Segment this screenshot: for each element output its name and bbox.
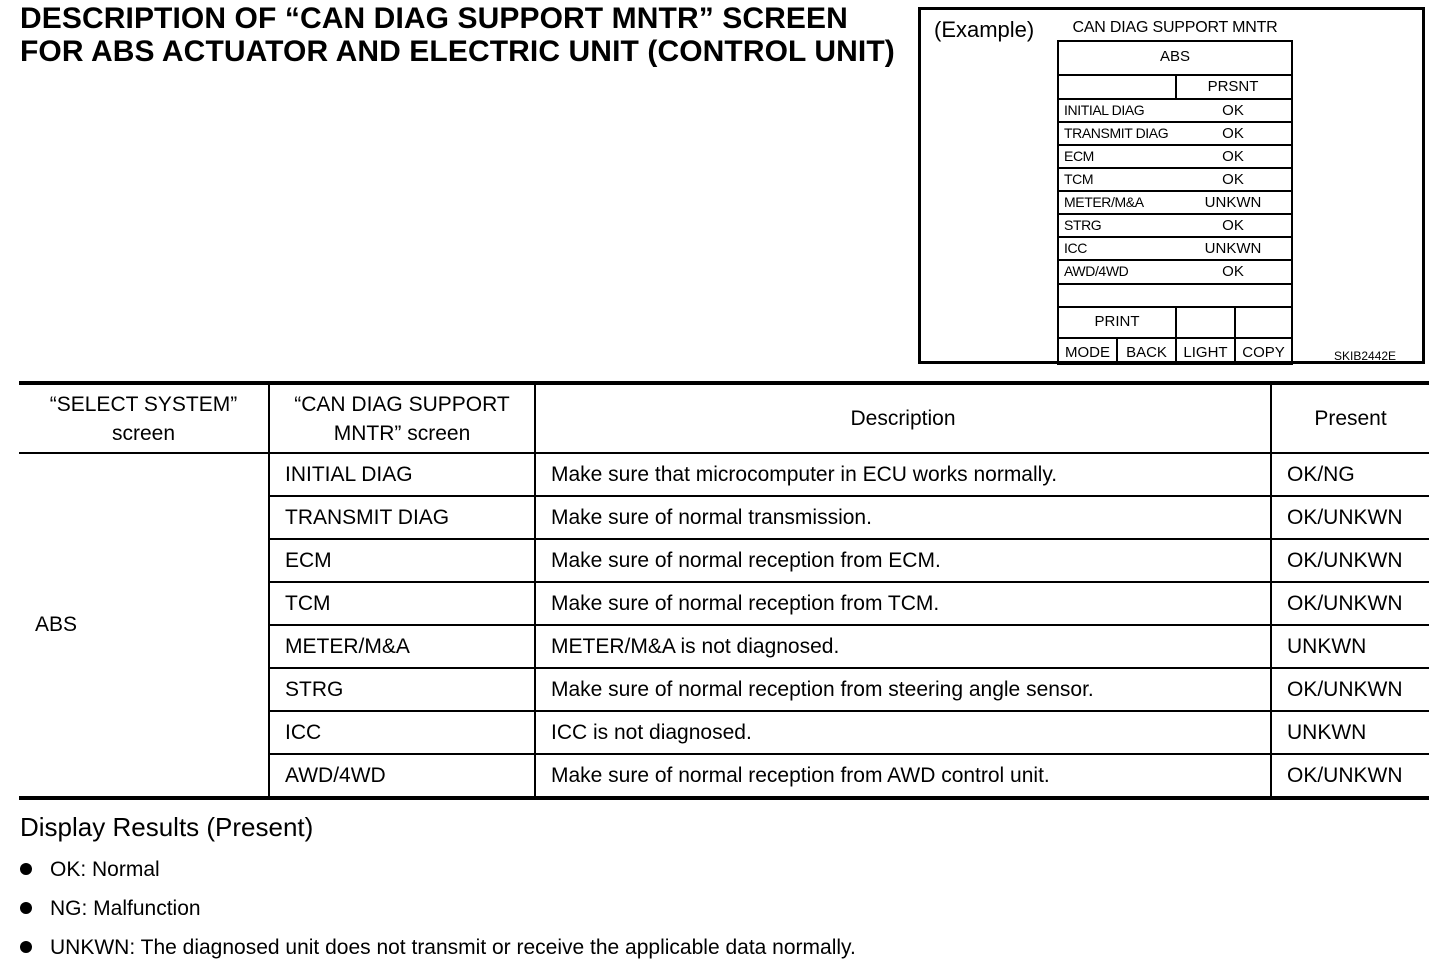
description-cell: ICC is not diagnosed. <box>535 711 1271 754</box>
divider <box>1059 337 1291 339</box>
table-header-row <box>19 383 1429 453</box>
item-cell: AWD/4WD <box>269 754 535 798</box>
copy-button: COPY <box>1242 344 1285 361</box>
example-row <box>1059 122 1291 144</box>
example-row-item: TCM <box>1064 171 1094 187</box>
bullet-icon <box>20 941 32 953</box>
item-cell: ICC <box>269 711 535 754</box>
legend-item <box>20 897 201 921</box>
present-cell: OK/UNKWN <box>1271 754 1429 798</box>
figure-id: SKIB2442E <box>1334 349 1397 363</box>
example-row <box>1059 260 1291 282</box>
screen-title: CAN DIAG SUPPORT MNTR <box>1072 19 1278 36</box>
example-row-item: INITIAL DIAG <box>1064 102 1145 118</box>
description-cell: Make sure of normal reception from AWD control unit. <box>535 754 1271 798</box>
example-row-item: TRANSMIT DIAG <box>1064 125 1169 141</box>
example-row-value: OK <box>1222 102 1244 119</box>
item-cell: STRG <box>269 668 535 711</box>
example-row-value: OK <box>1222 171 1244 188</box>
example-row-value: UNKWN <box>1204 194 1262 211</box>
description-cell: Make sure of normal transmission. <box>535 496 1271 539</box>
print-button: PRINT <box>1094 313 1140 330</box>
divider <box>1059 283 1291 285</box>
example-row <box>1059 214 1291 236</box>
table-row <box>19 453 1429 496</box>
item-cell: INITIAL DIAG <box>269 453 535 496</box>
legend-item <box>20 858 160 882</box>
legend-text: OK: Normal <box>50 858 160 881</box>
light-button: LIGHT <box>1183 344 1228 361</box>
back-button: BACK <box>1126 344 1167 361</box>
legend-text: NG: Malfunction <box>50 897 201 920</box>
present-cell: UNKWN <box>1271 625 1429 668</box>
example-row-item: ECM <box>1064 148 1094 164</box>
present-cell: OK/UNKWN <box>1271 496 1429 539</box>
prsnt-column-header: PRSNT <box>1207 78 1259 95</box>
item-cell: ECM <box>269 539 535 582</box>
present-cell: UNKWN <box>1271 711 1429 754</box>
header-description: Description <box>535 383 1271 453</box>
example-row <box>1059 145 1291 167</box>
header-present: Present <box>1271 383 1429 453</box>
bullet-icon <box>20 863 32 875</box>
example-row-value: OK <box>1222 217 1244 234</box>
description-cell: Make sure of normal reception from ECM. <box>535 539 1271 582</box>
header-select-system: “SELECT SYSTEM” screen <box>19 383 269 453</box>
example-label: (Example) <box>934 17 1035 42</box>
description-cell: METER/M&A is not diagnosed. <box>535 625 1271 668</box>
can-diag-table <box>19 381 1429 800</box>
results-title: Display Results (Present) <box>20 812 314 842</box>
example-row-value: OK <box>1222 263 1244 280</box>
example-row-item: STRG <box>1064 217 1102 233</box>
example-row <box>1059 168 1291 190</box>
item-cell: TCM <box>269 582 535 625</box>
header-can-diag-screen: “CAN DIAG SUPPORT MNTR” screen <box>269 383 535 453</box>
example-row-value: OK <box>1222 148 1244 165</box>
present-cell: OK/UNKWN <box>1271 668 1429 711</box>
example-screen-figure <box>918 7 1425 364</box>
example-row-value: UNKWN <box>1204 240 1262 257</box>
description-cell: Make sure that microcomputer in ECU works normally. <box>535 453 1271 496</box>
example-row-item: METER/M&A <box>1064 194 1144 210</box>
description-cell: Make sure of normal reception from steering angle sensor. <box>535 668 1271 711</box>
example-row <box>1059 99 1291 121</box>
item-cell: TRANSMIT DIAG <box>269 496 535 539</box>
bullet-icon <box>20 902 32 914</box>
example-row-value: OK <box>1222 125 1244 142</box>
present-cell: OK/UNKWN <box>1271 539 1429 582</box>
page-title: DESCRIPTION OF “CAN DIAG SUPPORT MNTR” SCREEN FOR ABS ACTUATOR AND ELECTRIC UNIT (CONTROL UNIT) <box>20 2 895 68</box>
present-cell: OK/NG <box>1271 453 1429 496</box>
mode-button: MODE <box>1065 344 1110 361</box>
description-cell: Make sure of normal reception from TCM. <box>535 582 1271 625</box>
example-row <box>1059 191 1291 213</box>
present-cell: OK/UNKWN <box>1271 582 1429 625</box>
system-cell: ABS <box>19 453 269 798</box>
example-row-item: AWD/4WD <box>1064 263 1129 279</box>
legend-item <box>20 936 856 960</box>
example-system-name: ABS <box>1159 48 1190 65</box>
example-row-item: ICC <box>1064 240 1087 256</box>
item-cell: METER/M&A <box>269 625 535 668</box>
example-row <box>1059 237 1291 259</box>
screen-box <box>1057 40 1293 365</box>
legend-text: UNKWN: The diagnosed unit does not transmit or receive the applicable data normally. <box>50 936 856 959</box>
